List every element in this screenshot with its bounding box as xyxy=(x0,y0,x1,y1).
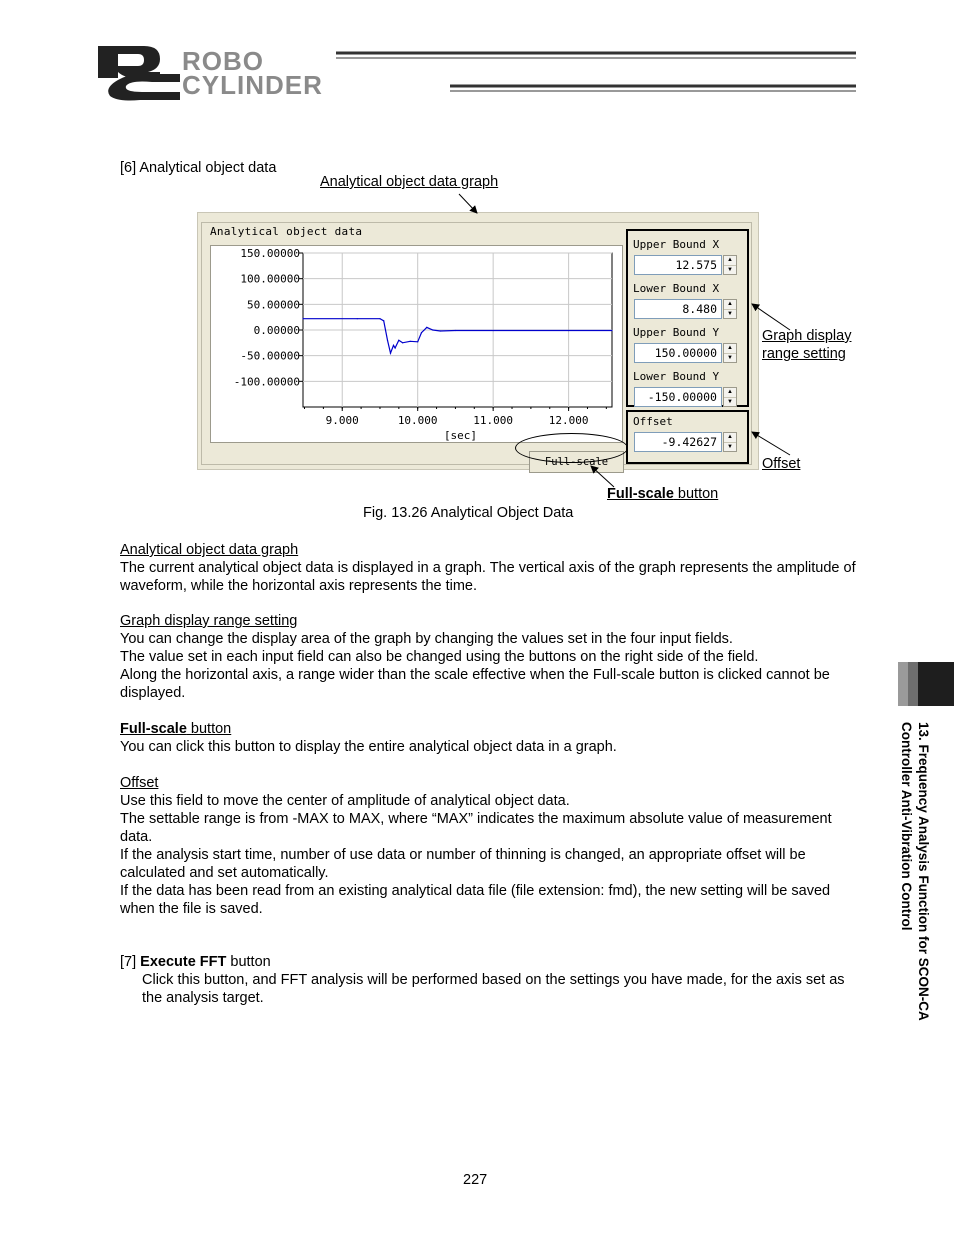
spin-down-icon[interactable]: ▼ xyxy=(724,442,736,452)
upper-bound-x-label: Upper Bound X xyxy=(633,238,720,251)
y-tick-label: -100.00000 xyxy=(233,375,300,389)
execute-prefix: [7] xyxy=(120,954,141,970)
section-graph xyxy=(120,541,860,595)
arrow-range xyxy=(752,304,790,330)
offset-text-3: If the analysis start time, number of use data or number of thinning is changed, an appropriate offset will be calculated and set automatically. xyxy=(120,847,806,881)
y-tick-label: 0.00000 xyxy=(253,324,300,337)
x-tick-label: 12.000 xyxy=(548,414,589,427)
fullscale-heading-bold: Full-scale xyxy=(120,721,187,737)
y-tick-label: 150.00000 xyxy=(240,247,300,260)
x-axis-label: [sec] xyxy=(443,429,478,442)
x-tick-label: 10.000 xyxy=(397,414,438,427)
fullscale-text: You can click this button to display the entire analytical object data in a graph. xyxy=(120,739,617,755)
fullscale-heading xyxy=(120,720,860,738)
arrow-fullscale xyxy=(591,466,614,487)
side-tab-grey-light xyxy=(898,662,908,706)
callout-range-line2: range setting xyxy=(762,346,846,362)
spin-up-icon[interactable]: ▲ xyxy=(727,257,733,263)
callout-offset: Offset xyxy=(762,456,801,472)
execute-text: Click this button, and FFT analysis will be performed based on the settings you have made, for the axis set as the analysis target. xyxy=(142,972,845,1006)
callout-range-line1: Graph display xyxy=(762,328,852,344)
graph-text: The current analytical object data is displayed in a graph. The vertical axis of the graph represents the amplitude of waveform, while the horizontal axis represents the time. xyxy=(120,560,856,594)
range-heading: Graph display range setting xyxy=(120,613,298,629)
y-tick-label: -50.00000 xyxy=(240,349,300,363)
lower-bound-x-input[interactable]: 8.480 xyxy=(634,299,722,319)
offset-label: Offset xyxy=(633,415,673,428)
execute-heading xyxy=(120,953,860,971)
callout-fullscale-bold: Full-scale xyxy=(607,486,674,502)
arrow-graph xyxy=(459,194,477,213)
offset-text-4: If the data has been read from an existing analytical data file (file extension: fmd), the new setting will be saved when the file is saved. xyxy=(120,883,831,917)
fullscale-heading-rest: button xyxy=(186,721,232,737)
spin-down-icon[interactable]: ▼ xyxy=(724,397,736,407)
side-tab-grey-dark xyxy=(908,662,918,706)
chapter-side-label xyxy=(898,722,932,1021)
spin-up-icon[interactable]: ▲ xyxy=(727,345,733,351)
spin-up-icon[interactable]: ▲ xyxy=(727,389,733,395)
spin-down-icon[interactable]: ▼ xyxy=(724,309,736,319)
range-text-2: The value set in each input field can also be changed using the buttons on the right side of the field. xyxy=(120,649,759,665)
logo-robo-text: ROBO xyxy=(182,46,264,76)
page-number: 227 xyxy=(463,1172,488,1188)
spin-up-icon[interactable]: ▲ xyxy=(727,301,733,307)
logo-cylinder-text: CYLINDER xyxy=(182,70,323,100)
arrow-offset xyxy=(752,432,790,455)
chapter-side-line2: Controller Anti-Vibration Control xyxy=(899,722,914,931)
section-fullscale xyxy=(120,720,860,756)
offset-text-2: The settable range is from -MAX to MAX, where “MAX” indicates the maximum absolute value of measurement data. xyxy=(120,811,832,845)
execute-heading-rest: button xyxy=(226,954,271,970)
callout-graph: Analytical object data graph xyxy=(320,174,499,190)
offset-text-1: Use this field to move the center of amplitude of analytical object data. xyxy=(120,793,570,809)
offset-input[interactable]: -9.42627 xyxy=(634,432,722,452)
section-execute-fft xyxy=(120,953,860,1007)
upper-bound-x-input[interactable]: 12.575 xyxy=(634,255,722,275)
section-range xyxy=(120,612,860,702)
lower-bound-y-label: Lower Bound Y xyxy=(633,370,720,383)
upper-bound-y-label: Upper Bound Y xyxy=(633,326,720,339)
y-tick-label: 50.00000 xyxy=(247,298,300,312)
callout-fullscale-rest: button xyxy=(673,486,719,502)
group-title: Analytical object data xyxy=(210,225,363,238)
full-scale-button[interactable]: Full-scale xyxy=(529,451,624,473)
lower-bound-x-label: Lower Bound X xyxy=(633,282,720,295)
spin-up-icon[interactable]: ▲ xyxy=(727,434,733,440)
section-heading: [6] Analytical object data xyxy=(120,160,277,176)
section-offset xyxy=(120,774,860,918)
spin-down-icon[interactable]: ▼ xyxy=(724,265,736,275)
range-text-3: Along the horizontal axis, a range wider than the scale effective when the Full-scale button is clicked cannot be displayed. xyxy=(120,667,830,701)
graph-heading: Analytical object data graph xyxy=(120,542,299,558)
execute-heading-bold: Execute FFT xyxy=(140,954,227,970)
offset-heading: Offset xyxy=(120,775,159,791)
chapter-side-line1: 13. Frequency Analysis Function for SCON-CA xyxy=(916,722,931,1021)
x-tick-label: 9.000 xyxy=(325,414,359,427)
spin-down-icon[interactable]: ▼ xyxy=(724,353,736,363)
upper-bound-y-input[interactable]: 150.00000 xyxy=(634,343,722,363)
figure-caption: Fig. 13.26 Analytical Object Data xyxy=(363,505,574,521)
range-text-1: You can change the display area of the graph by changing the values set in the four input fields. xyxy=(120,631,733,647)
y-tick-label: 100.00000 xyxy=(240,272,300,286)
lower-bound-y-input[interactable]: -150.00000 xyxy=(634,387,722,407)
x-tick-label: 11.000 xyxy=(473,414,514,427)
side-tab-dark xyxy=(918,662,954,706)
